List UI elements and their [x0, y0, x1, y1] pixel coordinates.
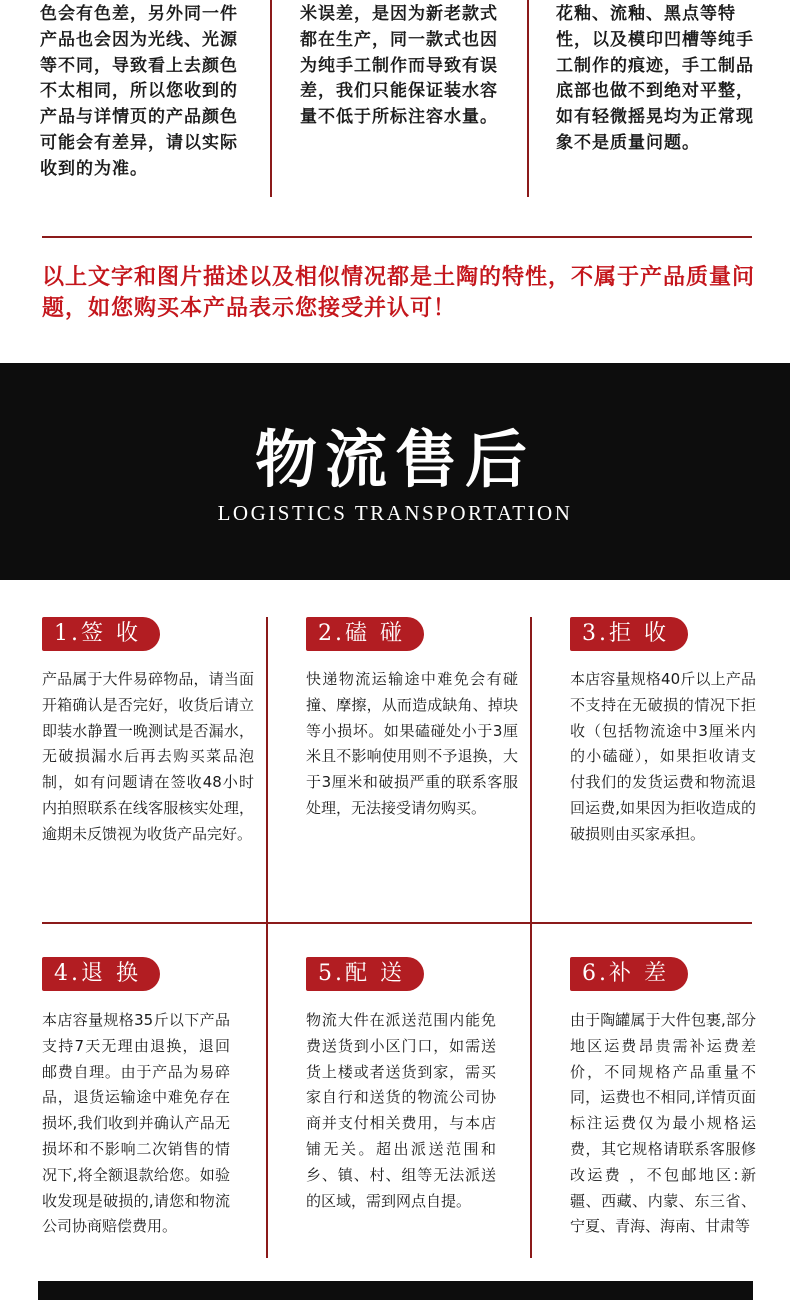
- section-text-delivery: 物流大件在派送范围内能免费送货到小区门口，如需送货上楼或者送货到家，需买家自行和送货的物流公司协商并支付相关费用，与本店铺无关。超出派送范围和乡、镇、村、组等无法派送的区域，需到网点自提。: [306, 1011, 496, 1210]
- section-badge-reject: 3.拒 收: [570, 617, 688, 651]
- section-badge-return: 4.退 换: [42, 957, 160, 991]
- top-text-column-3: 花釉、流釉、黑点等特性，以及模印凹槽等纯手工制作的痕迹，手工制品底部也做不到绝对平整，如有轻微摇晃均为正常现象不是质量问题。: [556, 4, 754, 153]
- grid-divider: [530, 617, 532, 922]
- section-badge-delivery: 5.配 送: [306, 957, 424, 991]
- section-text-shipping-diff: 由于陶罐属于大件包裹,部分地区运费昂贵需补运费差价，不同规格产品重量不同，运费也不相同,详情页面标注运费仅为最小规格运费，其它规格请联系客服修改运费 ，不包邮地区:新疆、西藏、内蒙、东三省、宁夏、青海、海南、甘肃等: [570, 1011, 756, 1236]
- logistics-banner: [0, 363, 790, 580]
- grid-divider: [530, 924, 532, 1258]
- next-section-banner: [38, 1281, 753, 1300]
- grid-divider: [266, 924, 268, 1258]
- top-text-column-2: 米误差，是因为新老款式都在生产，同一款式也因为纯手工制作而导致有误差，我们只能保证装水容量不低于所标注容水量。: [300, 4, 498, 128]
- column-divider: [527, 0, 529, 197]
- section-divider: [42, 236, 752, 238]
- section-text-reject: 本店容量规格40斤以上产品不支持在无破损的情况下拒收（包括物流途中3厘米内的小磕碰），如果拒收请支付我们的发货运费和物流退回运费,如果因为拒收造成的破损则由买家承担。: [570, 670, 756, 843]
- section-text-sign: 产品属于大件易碎物品，请当面开箱确认是否完好，收货后请立即装水静置一晚测试是否漏水，无破损漏水后再去购买菜品泡制，如有问题请在签收48小时内拍照联系在线客服核实处理，逾期未反馈视为收货产品完好。: [42, 670, 254, 843]
- banner-subtitle: LOGISTICS TRANSPORTATION: [217, 501, 573, 525]
- section-text-return: 本店容量规格35斤以下产品支持7天无理由退换，退回邮费自理。由于产品为易碎品，退货运输途中难免存在损坏,我们收到并确认产品无损坏和不影响二次销售的情况下,将全额退款给您。如验收发现是破损的,请您和物流公司协商赔偿费用。: [42, 1011, 230, 1236]
- section-text-bump: 快递物流运输途中难免会有碰撞、摩擦，从而造成缺角、掉块等小损坏。如果磕碰处小于3厘米且不影响使用则不予退换，大于3厘米和破损严重的联系客服处理，无法接受请勿购买。: [306, 670, 518, 817]
- section-badge-bump: 2.磕 碰: [306, 617, 424, 651]
- grid-divider: [42, 922, 752, 924]
- column-divider: [270, 0, 272, 197]
- section-badge-shipping-diff: 6.补 差: [570, 957, 688, 991]
- disclaimer-notice: 以上文字和图片描述以及相似情况都是土陶的特性，不属于产品质量问题，如您购买本产品表示您接受并认可！: [42, 265, 756, 321]
- section-badge-sign: 1.签 收: [42, 617, 160, 651]
- top-text-column-1: 色会有色差，另外同一件产品也会因为光线、光源等不同，导致看上去颜色不太相同，所以您收到的产品与详情页的产品颜色可能会有差异，请以实际收到的为准。: [40, 4, 238, 179]
- grid-divider: [266, 617, 268, 922]
- banner-title: 物流售后: [254, 423, 535, 496]
